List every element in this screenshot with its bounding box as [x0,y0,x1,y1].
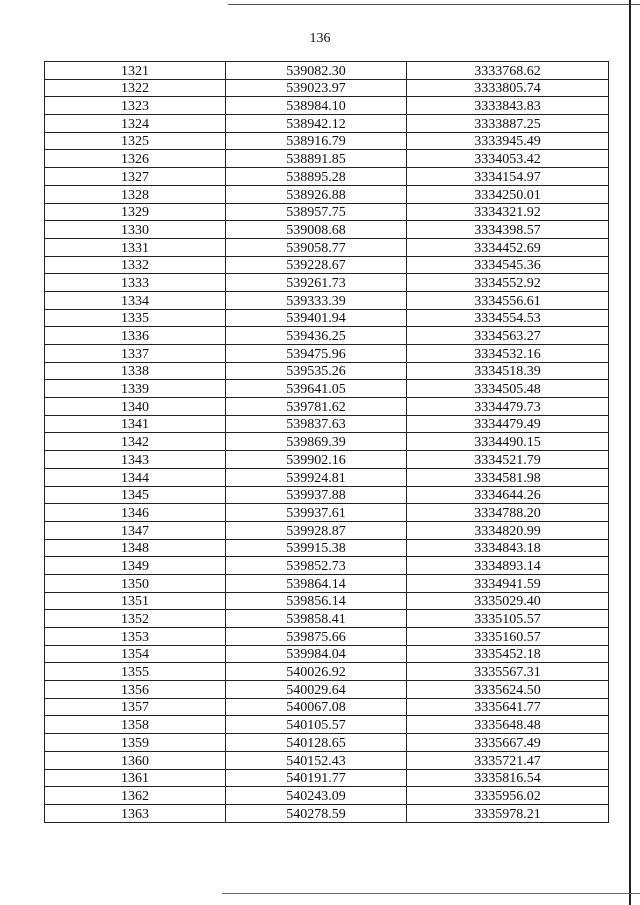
x-coordinate-cell: 539082.30 [226,62,407,80]
x-coordinate-cell: 539436.25 [226,327,407,345]
point-number-cell: 1332 [45,256,226,274]
y-coordinate-cell: 3334552.92 [407,274,609,292]
y-coordinate-cell: 3334250.01 [407,185,609,203]
point-number-cell: 1355 [45,663,226,681]
x-coordinate-cell: 539641.05 [226,380,407,398]
coordinates-table [44,61,609,823]
y-coordinate-cell: 3334053.42 [407,150,609,168]
y-coordinate-cell: 3335452.18 [407,645,609,663]
table-row [45,663,609,681]
x-coordinate-cell: 539228.67 [226,256,407,274]
page-right-edge [629,0,631,905]
point-number-cell: 1351 [45,592,226,610]
table-row [45,168,609,186]
x-coordinate-cell: 539333.39 [226,291,407,309]
y-coordinate-cell: 3334518.39 [407,362,609,380]
x-coordinate-cell: 540105.57 [226,716,407,734]
table-row [45,380,609,398]
x-coordinate-cell: 539852.73 [226,557,407,575]
point-number-cell: 1330 [45,221,226,239]
y-coordinate-cell: 3335567.31 [407,663,609,681]
x-coordinate-cell: 538984.10 [226,97,407,115]
point-number-cell: 1354 [45,645,226,663]
x-coordinate-cell: 539937.61 [226,504,407,522]
point-number-cell: 1322 [45,79,226,97]
table-row [45,504,609,522]
y-coordinate-cell: 3333843.83 [407,97,609,115]
y-coordinate-cell: 3335816.54 [407,769,609,787]
x-coordinate-cell: 540152.43 [226,751,407,769]
y-coordinate-cell: 3334556.61 [407,291,609,309]
table-row [45,415,609,433]
y-coordinate-cell: 3334479.73 [407,398,609,416]
x-coordinate-cell: 540278.59 [226,804,407,822]
bottom-rule [222,893,640,894]
x-coordinate-cell: 539261.73 [226,274,407,292]
x-coordinate-cell: 539475.96 [226,345,407,363]
point-number-cell: 1343 [45,451,226,469]
y-coordinate-cell: 3334452.69 [407,238,609,256]
point-number-cell: 1336 [45,327,226,345]
table-row [45,274,609,292]
x-coordinate-cell: 540191.77 [226,769,407,787]
y-coordinate-cell: 3334820.99 [407,521,609,539]
x-coordinate-cell: 540243.09 [226,787,407,805]
point-number-cell: 1324 [45,115,226,133]
x-coordinate-cell: 539915.38 [226,539,407,557]
y-coordinate-cell: 3333887.25 [407,115,609,133]
table-row [45,628,609,646]
point-number-cell: 1338 [45,362,226,380]
table-row [45,256,609,274]
point-number-cell: 1363 [45,804,226,822]
y-coordinate-cell: 3335641.77 [407,698,609,716]
point-number-cell: 1341 [45,415,226,433]
table-row [45,291,609,309]
x-coordinate-cell: 539058.77 [226,238,407,256]
point-number-cell: 1334 [45,291,226,309]
point-number-cell: 1361 [45,769,226,787]
y-coordinate-cell: 3334893.14 [407,557,609,575]
y-coordinate-cell: 3335648.48 [407,716,609,734]
y-coordinate-cell: 3334788.20 [407,504,609,522]
y-coordinate-cell: 3334554.53 [407,309,609,327]
table-row [45,451,609,469]
y-coordinate-cell: 3335956.02 [407,787,609,805]
top-rule [228,4,640,5]
table-row [45,557,609,575]
x-coordinate-cell: 539837.63 [226,415,407,433]
y-coordinate-cell: 3335160.57 [407,628,609,646]
y-coordinate-cell: 3334563.27 [407,327,609,345]
x-coordinate-cell: 539535.26 [226,362,407,380]
table-row [45,433,609,451]
table-row [45,716,609,734]
table-row [45,698,609,716]
y-coordinate-cell: 3334398.57 [407,221,609,239]
y-coordinate-cell: 3335721.47 [407,751,609,769]
table-row [45,592,609,610]
x-coordinate-cell: 540026.92 [226,663,407,681]
y-coordinate-cell: 3334941.59 [407,574,609,592]
x-coordinate-cell: 539902.16 [226,451,407,469]
x-coordinate-cell: 539401.94 [226,309,407,327]
point-number-cell: 1353 [45,628,226,646]
table-row [45,681,609,699]
point-number-cell: 1326 [45,150,226,168]
point-number-cell: 1321 [45,62,226,80]
x-coordinate-cell: 539856.14 [226,592,407,610]
point-number-cell: 1346 [45,504,226,522]
table-row [45,345,609,363]
x-coordinate-cell: 540029.64 [226,681,407,699]
y-coordinate-cell: 3334644.26 [407,486,609,504]
x-coordinate-cell: 539781.62 [226,398,407,416]
table-row [45,62,609,80]
y-coordinate-cell: 3334321.92 [407,203,609,221]
table-row [45,150,609,168]
x-coordinate-cell: 538957.75 [226,203,407,221]
point-number-cell: 1358 [45,716,226,734]
y-coordinate-cell: 3335029.40 [407,592,609,610]
point-number-cell: 1344 [45,468,226,486]
table-row [45,539,609,557]
point-number-cell: 1331 [45,238,226,256]
x-coordinate-cell: 538926.88 [226,185,407,203]
x-coordinate-cell: 540067.08 [226,698,407,716]
y-coordinate-cell: 3334545.36 [407,256,609,274]
y-coordinate-cell: 3335667.49 [407,734,609,752]
x-coordinate-cell: 540128.65 [226,734,407,752]
table-row [45,751,609,769]
point-number-cell: 1345 [45,486,226,504]
table-row [45,769,609,787]
point-number-cell: 1339 [45,380,226,398]
x-coordinate-cell: 539984.04 [226,645,407,663]
x-coordinate-cell: 538891.85 [226,150,407,168]
point-number-cell: 1350 [45,574,226,592]
y-coordinate-cell: 3335105.57 [407,610,609,628]
table-row [45,645,609,663]
point-number-cell: 1362 [45,787,226,805]
y-coordinate-cell: 3333805.74 [407,79,609,97]
point-number-cell: 1325 [45,132,226,150]
y-coordinate-cell: 3334843.18 [407,539,609,557]
table-row [45,97,609,115]
x-coordinate-cell: 539864.14 [226,574,407,592]
point-number-cell: 1335 [45,309,226,327]
page-number: 136 [309,31,331,46]
x-coordinate-cell: 539875.66 [226,628,407,646]
table-row [45,221,609,239]
point-number-cell: 1359 [45,734,226,752]
y-coordinate-cell: 3334490.15 [407,433,609,451]
y-coordinate-cell: 3334521.79 [407,451,609,469]
table-row [45,787,609,805]
table-row [45,79,609,97]
point-number-cell: 1357 [45,698,226,716]
point-number-cell: 1327 [45,168,226,186]
point-number-cell: 1349 [45,557,226,575]
point-number-cell: 1352 [45,610,226,628]
point-number-cell: 1356 [45,681,226,699]
x-coordinate-cell: 539928.87 [226,521,407,539]
point-number-cell: 1333 [45,274,226,292]
table-row [45,521,609,539]
table-row [45,398,609,416]
table-row [45,132,609,150]
x-coordinate-cell: 539869.39 [226,433,407,451]
table-row [45,574,609,592]
point-number-cell: 1329 [45,203,226,221]
x-coordinate-cell: 539858.41 [226,610,407,628]
x-coordinate-cell: 539937.88 [226,486,407,504]
point-number-cell: 1360 [45,751,226,769]
x-coordinate-cell: 539924.81 [226,468,407,486]
y-coordinate-cell: 3335978.21 [407,804,609,822]
table-row [45,468,609,486]
point-number-cell: 1323 [45,97,226,115]
table-row [45,610,609,628]
table-row [45,185,609,203]
table-row [45,804,609,822]
table-row [45,327,609,345]
table-row [45,486,609,504]
y-coordinate-cell: 3334479.49 [407,415,609,433]
x-coordinate-cell: 538895.28 [226,168,407,186]
table-row [45,238,609,256]
point-number-cell: 1347 [45,521,226,539]
table-row [45,203,609,221]
point-number-cell: 1340 [45,398,226,416]
point-number-cell: 1342 [45,433,226,451]
y-coordinate-cell: 3334581.98 [407,468,609,486]
y-coordinate-cell: 3334154.97 [407,168,609,186]
y-coordinate-cell: 3334532.16 [407,345,609,363]
y-coordinate-cell: 3334505.48 [407,380,609,398]
x-coordinate-cell: 539008.68 [226,221,407,239]
point-number-cell: 1337 [45,345,226,363]
table-row [45,362,609,380]
table-row [45,734,609,752]
y-coordinate-cell: 3333768.62 [407,62,609,80]
x-coordinate-cell: 538942.12 [226,115,407,133]
point-number-cell: 1348 [45,539,226,557]
y-coordinate-cell: 3333945.49 [407,132,609,150]
table-row [45,309,609,327]
x-coordinate-cell: 538916.79 [226,132,407,150]
point-number-cell: 1328 [45,185,226,203]
y-coordinate-cell: 3335624.50 [407,681,609,699]
x-coordinate-cell: 539023.97 [226,79,407,97]
coordinates-table-body [45,62,609,823]
table-row [45,115,609,133]
